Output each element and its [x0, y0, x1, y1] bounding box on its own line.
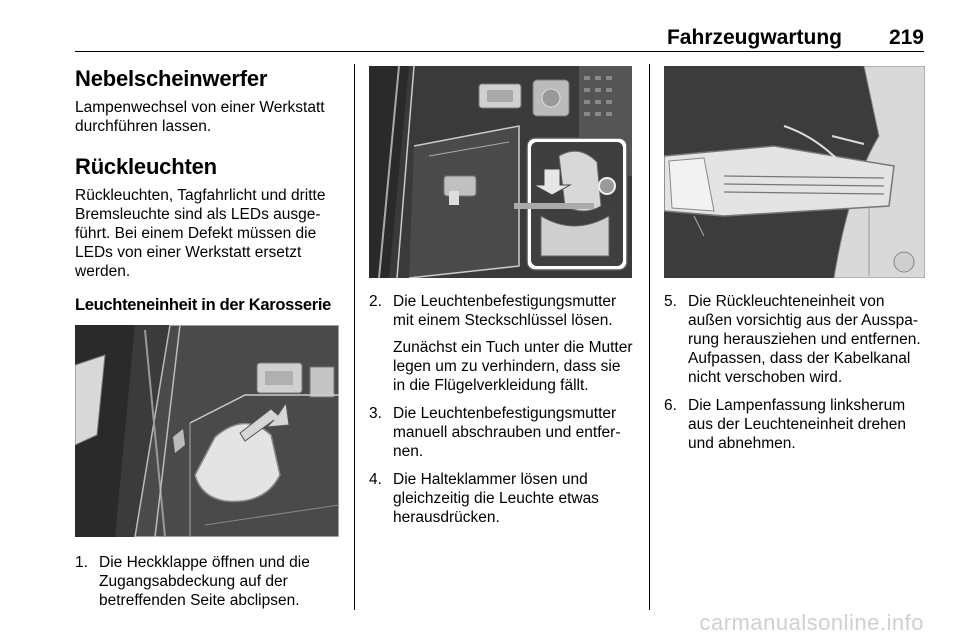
- step-text: Die Leuchtenbefestigungsmutter manuell abschrauben und entfer-nen.: [393, 405, 621, 460]
- illustration-access-cover: [75, 325, 339, 537]
- step-number: 6.: [664, 397, 677, 414]
- fog-lights-text: Lampenwechsel von einer Werkstatt durchführen lassen.: [75, 99, 325, 135]
- page-number: 219: [888, 26, 924, 49]
- step-6: [664, 396, 926, 453]
- steps-list-2: [369, 292, 635, 527]
- column-divider-2: [649, 64, 650, 610]
- step-text: Die Leuchtenbefestigungsmutter mit einem Steckschlüssel lösen.: [393, 293, 617, 329]
- step-number: 3.: [369, 405, 382, 422]
- step-number: 5.: [664, 293, 677, 310]
- trunk-interior-illustration: [75, 325, 339, 537]
- step-number: 4.: [369, 471, 382, 488]
- steps-list-3: [664, 292, 926, 453]
- step-2: [369, 292, 635, 395]
- tail-lights-text: Rückleuchten, Tagfahrlicht und dritte Bremsleuchte sind als LEDs ausge-führt. Bei einem Defekt müssen die LEDs von einer Werkstatt ersetzt werden.: [75, 187, 326, 280]
- section-title-fog-lights: Nebelscheinwerfer: [75, 66, 268, 91]
- column-divider-1: [354, 64, 355, 610]
- step-text: Die Heckklappe öffnen und die Zugangsabdeckung auf der betreffenden Seite abclipsen.: [99, 554, 310, 609]
- lamp-mounting-illustration: [369, 66, 632, 278]
- chapter-title: Fahrzeugwartung: [666, 26, 842, 49]
- step-note: Zunächst ein Tuch unter die Mutter legen um zu verhindern, dass sie in die Flügelverkleidung fällt.: [393, 339, 633, 394]
- step-number: 1.: [75, 554, 88, 571]
- step-text: Die Rückleuchteneinheit von außen vorsichtig aus der Ausspa-rung herausziehen und entfernen. Aufpassen, dass der Kabelkanal nicht verschoben wird.: [688, 293, 921, 386]
- column-2: [369, 62, 635, 536]
- header-rule: [75, 51, 924, 52]
- illustration-tail-lamp-removal: [664, 66, 925, 278]
- step-number: 2.: [369, 293, 382, 310]
- step-3: [369, 404, 635, 461]
- step-4: [369, 470, 635, 527]
- column-1: [75, 62, 343, 619]
- step-text: Die Lampenfassung linksherum aus der Leuchteneinheit drehen und abnehmen.: [688, 397, 907, 452]
- steps-list-1: [75, 553, 343, 610]
- step-1: [75, 553, 343, 610]
- illustration-mounting-nut: [369, 66, 632, 278]
- watermark: carmanualsonline.info: [699, 610, 924, 635]
- section-title-tail-lights: Rückleuchten: [75, 154, 217, 179]
- tail-lamp-illustration: [664, 66, 925, 278]
- step-5: [664, 292, 926, 387]
- column-3: [664, 62, 926, 462]
- subsection-title-body-lamp: Leuchteneinheit in der Karosserie: [75, 296, 332, 314]
- step-text: Die Halteklammer lösen und gleichzeitig die Leuchte etwas herausdrücken.: [393, 471, 599, 526]
